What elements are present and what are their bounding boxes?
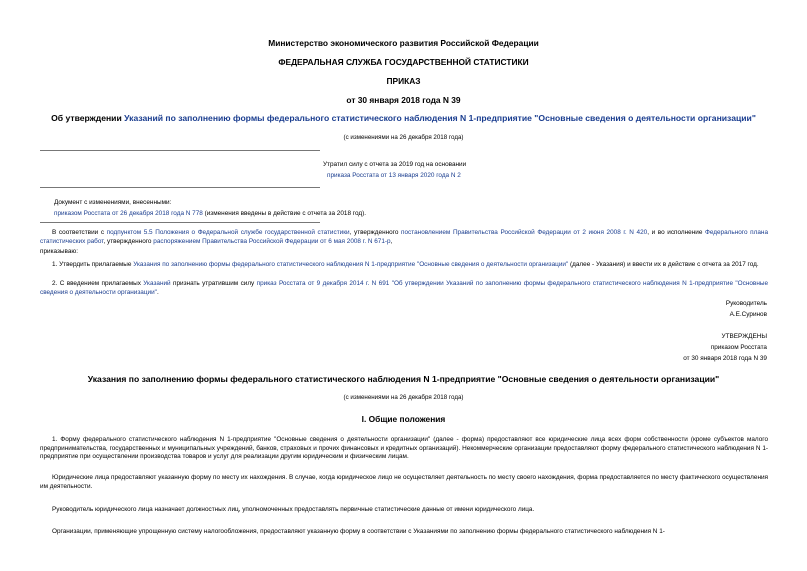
item-text: 1. Утвердить прилагаемые (52, 261, 134, 268)
changes-note: (изменения введены в действие с отчета за 2018 год). (202, 210, 367, 217)
item-text: (далее - Указания) и ввести их в действие с отчета за 2017 год. (568, 261, 759, 268)
order-item-1 (40, 261, 768, 270)
signature-role: Руководитель (725, 300, 767, 307)
approved-label: УТВЕРЖДЕНЫ (721, 333, 767, 340)
general-paragraph-1: 1. Форму федерального статистического наблюдения N 1-предприятие "Основные сведения о деятельности организации" (далее - форма) предоставляют все юридические лица всех форм собственности (кроме субъектов малого предпринимательства, государственных и муниципальных учреждений, банков, страховых и прочих финансовых и кредитных организаций). Некоммерческие организации предоставляют форму федерального статистического наблюдения N 1-предприятие при осуществлении производства товаров и услуг для реализации другим юридическим и физическим лицам. (40, 436, 768, 461)
changes-line (54, 210, 366, 219)
preamble-text: , утвержденного (349, 229, 402, 236)
changes-label: Документ с изменениями, внесенными: (54, 199, 172, 206)
preamble-link-decree[interactable]: постановлением Правительства Российской Федерации от 2 июня 2008 г. N 420 (401, 229, 648, 236)
ministry-heading: Министерство экономического развития Российской Федерации (268, 38, 539, 48)
item-text: признать утратившим силу (170, 280, 257, 287)
order-item-2 (40, 280, 768, 297)
approved-date: от 30 января 2018 года N 39 (683, 355, 767, 362)
preamble-text: , (390, 237, 393, 245)
instructions-amendments: (с изменениями на 26 декабря 2018 года) (343, 394, 464, 401)
repealed-order-link[interactable]: приказ Росстата от 9 декабря 2014 г. N 691 "Об утверждении Указаний по заполнению формы федерального статистического наблюдения N 1-предприятие "Основные сведения о деятельности организации" (40, 280, 768, 296)
item-text: . (156, 288, 159, 296)
title-link[interactable]: Указаний по заполнению формы федерального статистического наблюдения N 1-предприятие "Основные сведения о деятельности организации" (124, 113, 756, 123)
date-number-heading: от 30 января 2018 года N 39 (346, 95, 461, 105)
agency-heading: ФЕДЕРАЛЬНАЯ СЛУЖБА ГОСУДАРСТВЕННОЙ СТАТИСТИКИ (278, 57, 529, 67)
divider-line (40, 150, 320, 151)
document-title (0, 113, 807, 125)
preamble-link-regulation[interactable]: подпунктом 5.5 Положения о Федеральной службе государственной статистики (106, 229, 350, 236)
general-paragraph-2: Юридические лица предоставляют указанную форму по месту их нахождения. В случае, когда юридическое лицо не осуществляет деятельность по месту своего нахождения, форма предоставляется по месту фактического осуществления им деятельности. (40, 474, 768, 490)
instructions-link[interactable]: Указания по заполнению формы федерального статистического наблюдения N 1-предприятие "Основные сведения о деятельности организации" (133, 261, 569, 268)
instructions-short-link[interactable]: Указаний (143, 280, 171, 287)
divider-line (40, 187, 320, 188)
title-prefix: Об утверждении (51, 113, 125, 123)
preamble-link-plan[interactable]: Федерального плана статистических работ (40, 229, 768, 245)
instructions-title: Указания по заполнению формы федерального статистического наблюдения N 1-предприятие "Основные сведения о деятельности организации" (87, 374, 720, 384)
preamble-link-order[interactable]: распоряжением Правительства Российской Федерации от 6 мая 2008 г. N 671-р (153, 237, 391, 245)
preamble-text: , утвержденного (103, 237, 154, 245)
expired-line: Утратил силу с отчета за 2019 год на основании (323, 161, 467, 168)
expired-link[interactable]: приказа Росстата от 13 января 2020 года N 2 (327, 172, 461, 179)
signature-name: А.Е.Суринов (729, 311, 767, 318)
changes-link[interactable]: приказом Росстата от 26 декабря 2018 года N 778 (54, 210, 203, 217)
approved-by: приказом Росстата (710, 344, 767, 351)
general-paragraph-3: Руководитель юридического лица назначает должностных лиц, уполномоченных предоставлять первичные статистические данные от имени юридического лица. (52, 506, 535, 513)
section-heading: I. Общие положения (361, 414, 446, 424)
doc-type-heading: ПРИКАЗ (386, 76, 421, 86)
item-text: 2. С введением прилагаемых (52, 280, 144, 287)
order-word: приказываю: (40, 248, 78, 255)
title-amendments: (с изменениями на 26 декабря 2018 года) (343, 134, 464, 141)
preamble-text: , и во исполнение (647, 229, 705, 236)
divider-line (40, 222, 320, 223)
general-paragraph-4: Организации, применяющие упрощенную систему налогообложения, предоставляют указанную форму в соответствии с Указаниями по заполнению формы федерального статистического наблюдения N 1- (52, 528, 665, 535)
preamble-text: В соответствии с (52, 229, 107, 236)
preamble-paragraph (40, 229, 768, 246)
